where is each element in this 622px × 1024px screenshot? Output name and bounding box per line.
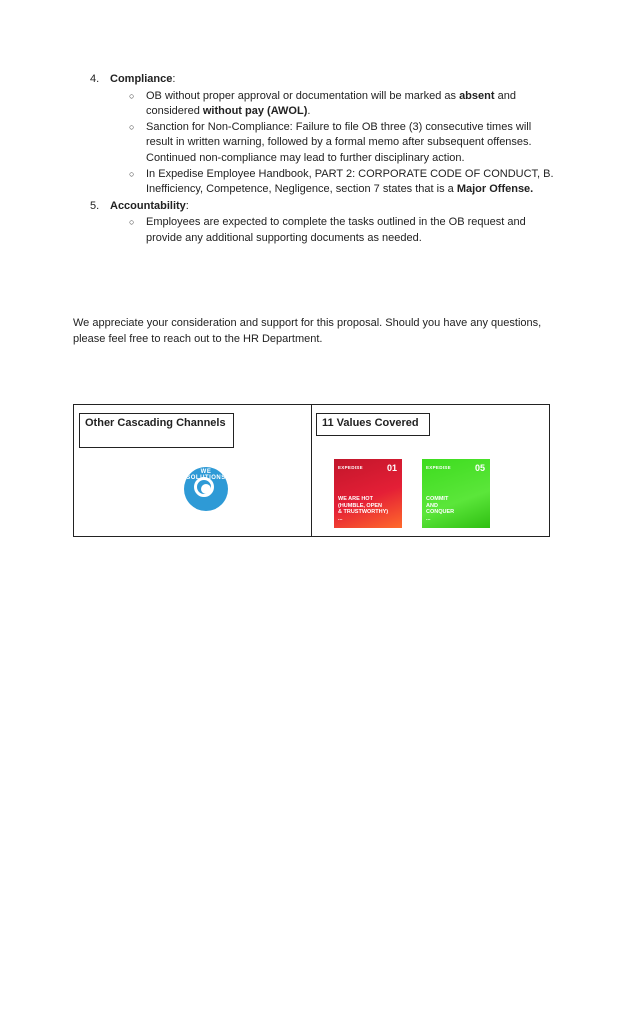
- sub-list: [110, 215, 560, 246]
- values-covered-label: 11 Values Covered: [316, 413, 430, 436]
- card-brand: EXPEDISE: [426, 465, 451, 470]
- card-caption: WE ARE HOT (HUMBLE, OPEN & TRUSTWORTHY) ...: [338, 496, 389, 522]
- sub-item: [129, 215, 560, 246]
- circle-bullet-icon: ○: [129, 90, 135, 101]
- channels-table: [73, 404, 550, 537]
- values-covered-cell: [312, 405, 550, 537]
- sub-item-text: Employees are expected to complete the tasks outlined in the OB request and provide any additional supporting documents as needed.: [146, 216, 526, 244]
- item-title: Compliance: [110, 73, 173, 85]
- logo-dot-icon: [201, 484, 211, 494]
- sub-item-text: Sanction for Non-Compliance: Failure to file OB three (3) consecutive times will result in written warning, followed by a formal memo after subsequent offenses. Continued non-compliance may lead to further disciplinary action.: [146, 120, 532, 164]
- sub-item-text: OB without proper approval or documentation will be marked as absent and considered without pay (AWOL).: [146, 89, 516, 118]
- list-item-accountability: 5. Accountability: ○ Employees are expected to complete the tasks outlined in the OB request and provide any additional supporting documents as needed.: [90, 199, 560, 247]
- list-item-compliance: 4. Compliance: ○ OB without proper approval or documentation will be marked as absent and considered without pay (AWOL). ○ Sanction for Non-Compliance: Failure to file OB three (3) consecutive times will result in written warning, followed by a formal memo after subsequent offenses. Continued non-compliance may lead to further disciplinary action. ○ In Expedise Employee Handbook, PART 2: CORPORATE CODE OF CONDUCT, B. Inefficiency, Competence, Negligence, section 7 states that is a Major Offense.: [90, 72, 560, 198]
- closing-paragraph: We appreciate your consideration and support for this proposal. Should you have any questions, please feel free to reach out to the HR Department.: [73, 317, 542, 345]
- item-title: Accountability: [110, 199, 186, 212]
- sub-item: [129, 167, 560, 198]
- card-number: 05: [474, 463, 485, 473]
- sub-list: [110, 89, 560, 198]
- card-number: 01: [386, 463, 397, 473]
- circle-bullet-icon: ○: [129, 217, 135, 228]
- circle-bullet-icon: ○: [129, 121, 135, 132]
- value-card-05: [422, 459, 490, 528]
- logo-text: WE SOLUTIONS: [186, 469, 226, 481]
- cascading-channels-label: Other Cascading Channels: [79, 413, 234, 448]
- card-caption: COMMIT AND CONQUER ...: [426, 496, 455, 522]
- circle-bullet-icon: ○: [129, 168, 135, 179]
- sub-item: [129, 89, 560, 120]
- sub-item: [129, 120, 560, 167]
- value-card-01: [334, 459, 402, 528]
- numbered-list: [90, 72, 560, 247]
- item-number: 4.: [90, 73, 100, 85]
- cascading-channels-cell: [74, 405, 312, 537]
- item-number: 5.: [90, 199, 100, 212]
- card-brand: EXPEDISE: [338, 465, 363, 470]
- we-solutions-logo: [184, 467, 228, 511]
- sub-item-text: In Expedise Employee Handbook, PART 2: CORPORATE CODE OF CONDUCT, B. Inefficiency, Competence, Negligence, section 7 states that is a Major Offense.: [146, 167, 554, 196]
